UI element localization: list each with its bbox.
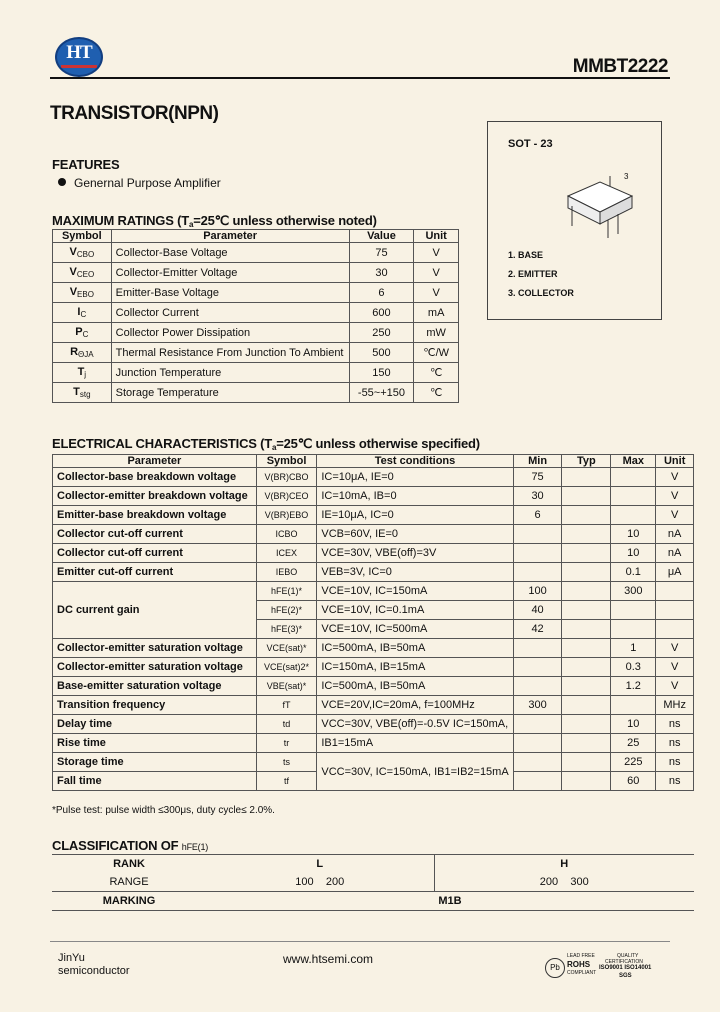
table-row [53,582,694,601]
electrical-table [52,454,694,791]
pulse-note: *Pulse test: pulse width ≤300μs, duty cycle≤ 2.0%. [52,805,275,816]
parameter-cell: Emitter-base breakdown voltage [53,506,257,525]
col-header: Parameter [111,230,349,243]
rank-label: RANK [113,858,145,870]
max-cell: 10 [611,525,656,544]
symbol-cell: $V_{EBO}$ [53,283,112,303]
col-header: Min [513,455,562,468]
rank-l: L [206,855,434,874]
min-cell [513,677,562,696]
max-cell [611,487,656,506]
table-row [53,715,694,734]
marking-value: M1B [438,895,462,907]
range-label: RANGE [109,876,149,888]
unit-cell: V [414,283,459,303]
min-cell: 6 [513,506,562,525]
col-header: Typ [562,455,611,468]
col-header: Test conditions [317,455,513,468]
condition-cell: IC=500mA, IB=50mA [317,639,513,658]
col-header: Value [349,230,414,243]
certification-text: CERTIFICATION [605,959,643,965]
parameter-cell: Collector cut-off current [53,544,257,563]
pin-label: 1. BASE [508,250,544,260]
iso-text: ISO9001 ISO14001 [599,965,652,971]
condition-cell: VCB=60V, IE=0 [317,525,513,544]
unit-cell: mA [414,303,459,323]
parameter-cell: Collector-emitter saturation voltage [53,658,257,677]
typ-cell [562,468,611,487]
table-row [53,506,694,525]
condition-cell: IC=500mA, IB=50mA [317,677,513,696]
condition-cell: VEB=3V, IC=0 [317,563,513,582]
symbol-cell: hFE(3)* [256,620,317,639]
marking-label: MARKING [102,895,156,907]
unit-cell [656,582,694,601]
unit-cell: ns [656,753,694,772]
condition-cell: VCE=20V,IC=20mA, f=100MHz [317,696,513,715]
electrical-heading: ELECTRICAL CHARACTERISTICS ($T_a=25℃$ unless otherwise specified) [52,436,480,452]
features-heading: FEATURES [52,157,120,172]
max-cell: 10 [611,715,656,734]
sgs-text: SGS [619,973,632,979]
col-header: Unit [656,455,694,468]
table-row [53,753,694,772]
symbol-cell: ICBO [256,525,317,544]
bullet-icon [58,178,66,186]
min-cell: 75 [513,468,562,487]
parameter-cell: Collector-Base Voltage [111,243,349,263]
max-cell: 300 [611,582,656,601]
parameter-cell: Collector Current [111,303,349,323]
parameter-cell: Collector-base breakdown voltage [53,468,257,487]
value-cell: 600 [349,303,414,323]
unit-cell: MHz [656,696,694,715]
pin-label: 2. EMITTER [508,269,558,279]
symbol-cell: $V_{CEO}$ [53,263,112,283]
table-row [53,734,694,753]
table-row [53,323,459,343]
max-cell [611,601,656,620]
symbol-cell: ts [256,753,317,772]
symbol-cell: hFE(2)* [256,601,317,620]
typ-cell [562,696,611,715]
typ-cell [562,582,611,601]
max-cell: 225 [611,753,656,772]
parameter-cell: Junction Temperature [111,363,349,383]
max-cell: 1.2 [611,677,656,696]
rank-h: H [560,858,569,870]
unit-cell [656,620,694,639]
typ-cell [562,601,611,620]
typ-cell [562,639,611,658]
max-ratings-table [52,229,459,403]
table-row [53,639,694,658]
unit-cell [656,601,694,620]
feature-text: Genernal Purpose Amplifier [74,176,221,190]
typ-cell [562,734,611,753]
value-cell: 250 [349,323,414,343]
logo-text: HT [66,42,92,63]
value-cell: 30 [349,263,414,283]
parameter-cell: Collector Power Dissipation [111,323,349,343]
parameter-cell: DC current gain [53,582,257,639]
table-row [53,263,459,283]
symbol-cell: $V_{CBO}$ [53,243,112,263]
feature-item [58,176,221,190]
min-cell: 300 [513,696,562,715]
typ-cell [562,487,611,506]
condition-cell: IC=10μA, IE=0 [317,468,513,487]
unit-cell: ℃/W [414,343,459,363]
parameter-cell: Collector-emitter saturation voltage [53,639,257,658]
value-cell: 500 [349,343,414,363]
condition-cell: VCC=30V, IC=150mA, IB1=IB2=15mA [317,753,513,791]
min-cell [513,715,562,734]
table-row [53,468,694,487]
typ-cell [562,772,611,791]
unit-cell: mW [414,323,459,343]
quality-text: QUALITY [617,953,639,959]
condition-cell: IC=10mA, IB=0 [317,487,513,506]
symbol-cell: ICEX [256,544,317,563]
unit-cell: V [414,263,459,283]
table-row [53,383,459,403]
symbol-cell: V(BR)EBO [256,506,317,525]
range-h: 200 300 [539,876,589,888]
table-row [53,525,694,544]
min-cell [513,772,562,791]
unit-cell: μA [656,563,694,582]
condition-cell: IE=10μA, IC=0 [317,506,513,525]
symbol-cell: $T_j$ [53,363,112,383]
min-cell [513,544,562,563]
table-row [53,363,459,383]
max-cell: 0.3 [611,658,656,677]
condition-cell: VCC=30V, VBE(off)=-0.5V IC=150mA, [317,715,513,734]
condition-cell: VCE=10V, IC=0.1mA [317,601,513,620]
max-cell [611,468,656,487]
package-name: SOT - 23 [508,138,553,150]
value-cell: -55~+150 [349,383,414,403]
symbol-cell: $R_{\Theta JA}$ [53,343,112,363]
condition-cell: VCE=10V, IC=150mA [317,582,513,601]
parameter-cell: Delay time [53,715,257,734]
col-header: Symbol [53,230,112,243]
parameter-cell: Base-emitter saturation voltage [53,677,257,696]
unit-cell: nA [656,525,694,544]
min-cell: 40 [513,601,562,620]
min-cell: 30 [513,487,562,506]
parameter-cell: Emitter cut-off current [53,563,257,582]
parameter-cell: Collector-emitter breakdown voltage [53,487,257,506]
min-cell: 42 [513,620,562,639]
company-logo [55,37,103,77]
typ-cell [562,506,611,525]
symbol-cell: V(BR)CBO [256,468,317,487]
typ-cell [562,677,611,696]
unit-cell: ns [656,734,694,753]
symbol-cell: VCE(sat)2* [256,658,317,677]
value-cell: 150 [349,363,414,383]
symbol-cell: V(BR)CEO [256,487,317,506]
parameter-cell: Emitter-Base Voltage [111,283,349,303]
symbol-cell: VCE(sat)* [256,639,317,658]
website-link[interactable]: www.htsemi.com [283,952,374,966]
parameter-cell: Thermal Resistance From Junction To Ambient [111,343,349,363]
condition-cell: VCE=30V, VBE(off)=3V [317,544,513,563]
min-cell: 100 [513,582,562,601]
lead-free-text: LEAD FREE [567,953,595,959]
symbol-cell: $P_C$ [53,323,112,343]
parameter-cell: Transition frequency [53,696,257,715]
unit-cell: ns [656,715,694,734]
min-cell [513,639,562,658]
part-number: MMBT2222 [572,56,668,77]
symbol-cell: IEBO [256,563,317,582]
table-row [53,487,694,506]
unit-cell: ℃ [414,363,459,383]
symbol-cell: hFE(1)* [256,582,317,601]
parameter-cell: Storage Temperature [111,383,349,403]
typ-cell [562,525,611,544]
table-row [53,563,694,582]
symbol-cell: VBE(sat)* [256,677,317,696]
max-cell [611,620,656,639]
max-cell: 25 [611,734,656,753]
max-cell: 0.1 [611,563,656,582]
table-row [53,343,459,363]
parameter-cell: Fall time [53,772,257,791]
parameter-cell: Collector-Emitter Voltage [111,263,349,283]
table-row [53,677,694,696]
min-cell [513,658,562,677]
parameter-cell: Collector cut-off current [53,525,257,544]
symbol-cell: fT [256,696,317,715]
unit-cell: V [656,487,694,506]
unit-cell: ℃ [414,383,459,403]
unit-cell: V [656,506,694,525]
pb-free-icon: Pb [545,958,565,978]
condition-cell: IC=150mA, IB=15mA [317,658,513,677]
table-row [53,658,694,677]
company-name: JinYu semiconductor [58,952,130,977]
table-row [53,243,459,263]
table-row [53,696,694,715]
pin3-marker: 3 [624,172,629,181]
max-ratings-heading: MAXIMUM RATINGS ($T_a=25℃$ unless otherwise noted) [52,213,377,229]
certification-badges [545,953,665,983]
value-cell: 75 [349,243,414,263]
classification-heading: CLASSIFICATION OF hFE(1) [52,838,209,853]
table-row [53,283,459,303]
min-cell [513,563,562,582]
typ-cell [562,715,611,734]
header-divider [50,77,670,79]
col-header: Parameter [53,455,257,468]
condition-cell: VCE=10V, IC=500mA [317,620,513,639]
col-header: Symbol [256,455,317,468]
range-l: 100 200 [206,873,434,892]
unit-cell: ns [656,772,694,791]
typ-cell [562,563,611,582]
unit-cell: V [656,639,694,658]
min-cell [513,753,562,772]
classification-table [52,854,694,911]
min-cell [513,734,562,753]
table-row [53,544,694,563]
max-cell [611,696,656,715]
package-box [487,121,662,320]
unit-cell: V [656,658,694,677]
typ-cell [562,620,611,639]
symbol-cell: $I_C$ [53,303,112,323]
page-title: TRANSISTOR(NPN) [50,103,219,124]
pin-label: 3. COLLECTOR [508,288,574,298]
package-drawing [560,170,644,246]
col-header: Max [611,455,656,468]
rohs-text: ROHS [567,960,591,969]
parameter-cell: Rise time [53,734,257,753]
typ-cell [562,658,611,677]
table-row [53,303,459,323]
logo-bar [61,65,97,68]
max-cell: 60 [611,772,656,791]
symbol-cell: tf [256,772,317,791]
max-cell: 10 [611,544,656,563]
typ-cell [562,544,611,563]
symbol-cell: td [256,715,317,734]
max-cell: 1 [611,639,656,658]
symbol-cell: tr [256,734,317,753]
footer-divider [50,941,670,942]
max-cell [611,506,656,525]
col-header: Unit [414,230,459,243]
unit-cell: nA [656,544,694,563]
typ-cell [562,753,611,772]
compliant-text: COMPLIANT [567,970,597,976]
min-cell [513,525,562,544]
unit-cell: V [656,677,694,696]
unit-cell: V [656,468,694,487]
value-cell: 6 [349,283,414,303]
parameter-cell: Storage time [53,753,257,772]
unit-cell: V [414,243,459,263]
symbol-cell: $T_{stg}$ [53,383,112,403]
condition-cell: IB1=15mA [317,734,513,753]
